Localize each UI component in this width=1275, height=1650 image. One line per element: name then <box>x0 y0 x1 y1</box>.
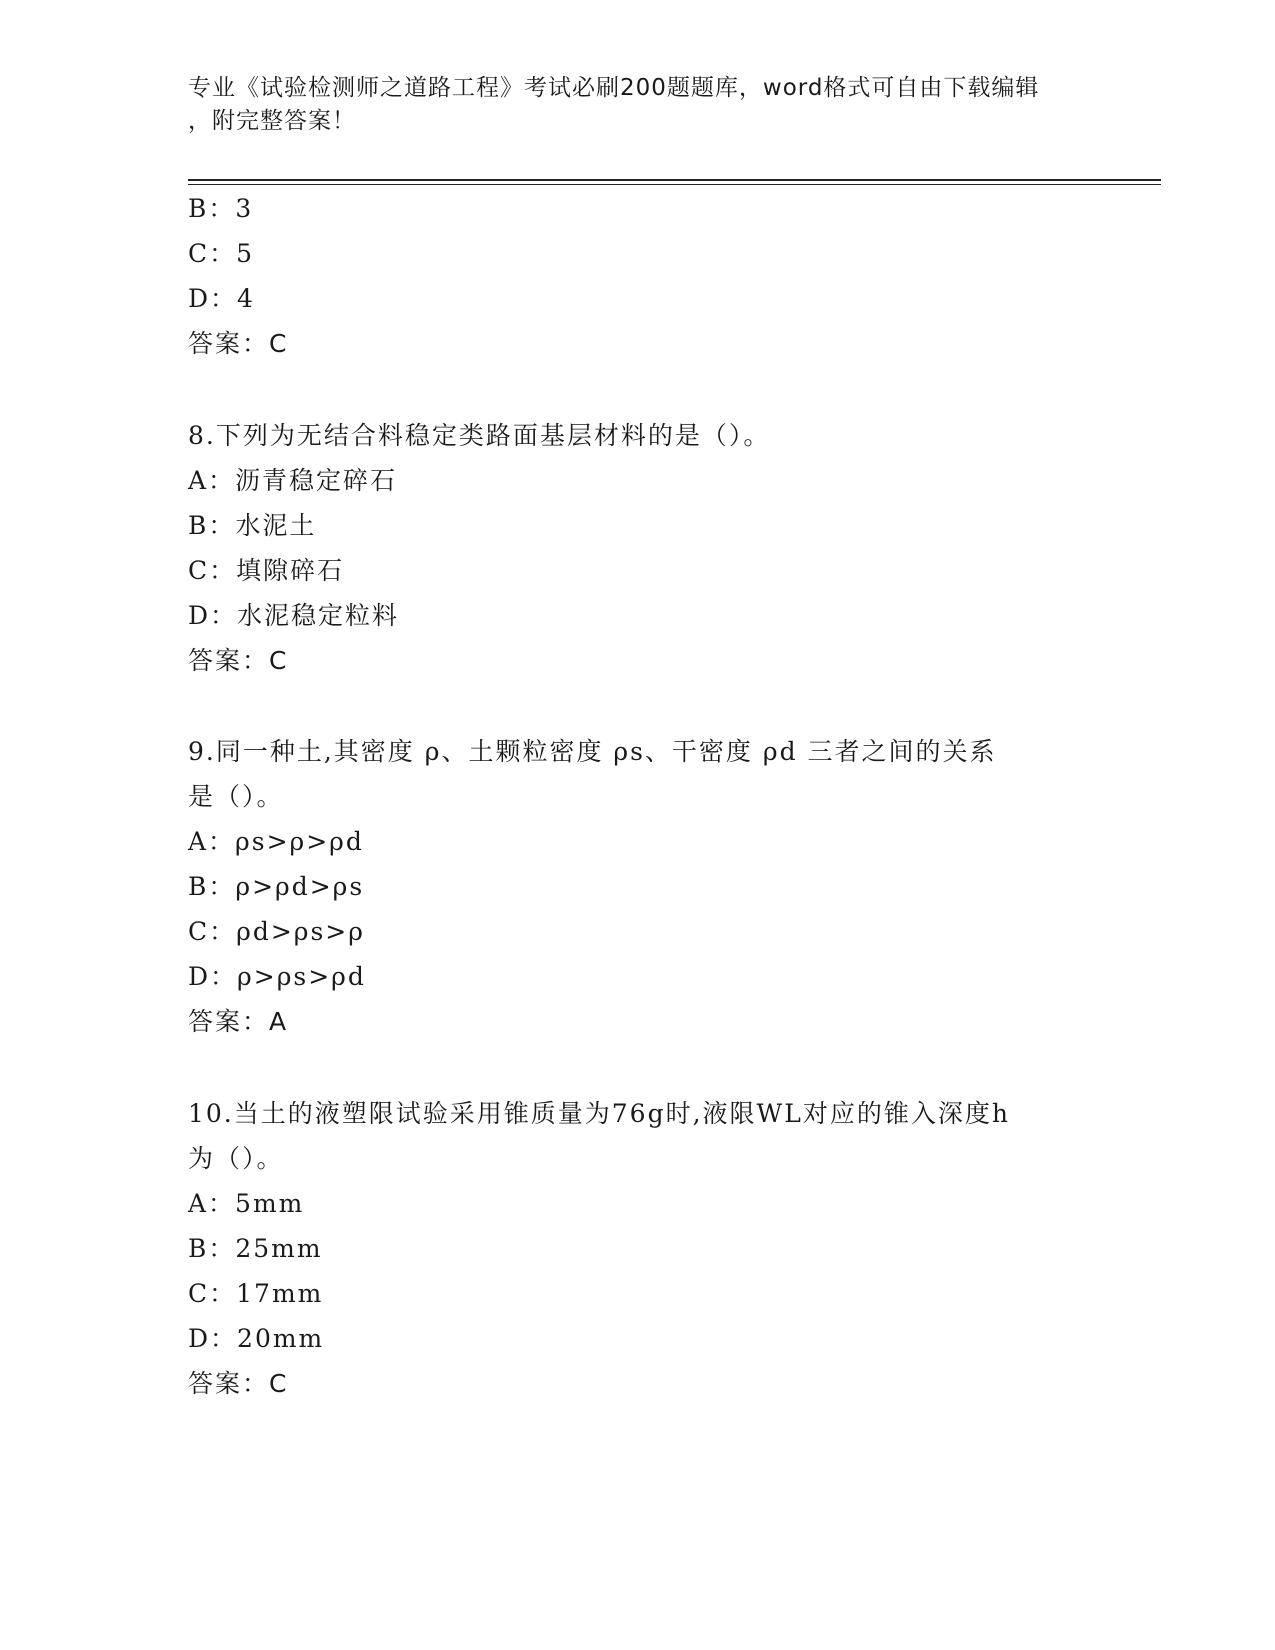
q9-option-b: B：ρ>ρd>ρs <box>188 872 365 901</box>
q9-option-a: A：ρs>ρ>ρd <box>188 827 364 856</box>
q8-answer: 答案：C <box>188 646 289 675</box>
q8-stem: 8.下列为无结合料稳定类路面基层材料的是（）。 <box>188 421 771 450</box>
document-header <box>188 72 1068 138</box>
q7-option-d: D：4 <box>188 284 255 313</box>
q9-stem-line-2: 是（）。 <box>188 782 284 811</box>
q8-option-a: A：沥青稳定碎石 <box>188 466 398 495</box>
q8-option-b: B：水泥土 <box>188 511 317 540</box>
q7-answer: 答案：C <box>188 329 289 358</box>
q8-option-d: D：水泥稳定粒料 <box>188 601 400 630</box>
header-line-1: 专业《试验检测师之道路工程》考试必刷200题题库，word格式可自由下载编辑 <box>188 75 1040 101</box>
header-line-2: ，附完整答案！ <box>188 108 356 134</box>
q10-stem-line-2: 为（）。 <box>188 1144 284 1173</box>
q10-option-b: B：25mm <box>188 1234 323 1263</box>
q9-stem-line-1: 9.同一种土,其密度 ρ、土颗粒密度 ρs、干密度 ρd 三者之间的关系 <box>188 737 997 766</box>
q9-option-d: D：ρ>ρs>ρd <box>188 962 366 991</box>
q10-option-c: C：17mm <box>188 1279 324 1308</box>
q10-option-a: A：5mm <box>188 1189 305 1218</box>
q9-answer: 答案：A <box>188 1007 289 1036</box>
q10-stem-line-1: 10.当土的液塑限试验采用锥质量为76g时,液限WL对应的锥入深度h <box>188 1099 1010 1128</box>
q10-option-d: D：20mm <box>188 1324 325 1353</box>
header-divider-thin <box>188 184 1161 185</box>
q8-option-c: C：填隙碎石 <box>188 556 345 585</box>
q9-option-c: C：ρd>ρs>ρ <box>188 917 365 946</box>
q7-option-c: C：5 <box>188 239 255 268</box>
q7-option-b: B：3 <box>188 194 254 223</box>
header-divider-thick <box>188 179 1161 181</box>
q10-answer: 答案：C <box>188 1369 289 1398</box>
